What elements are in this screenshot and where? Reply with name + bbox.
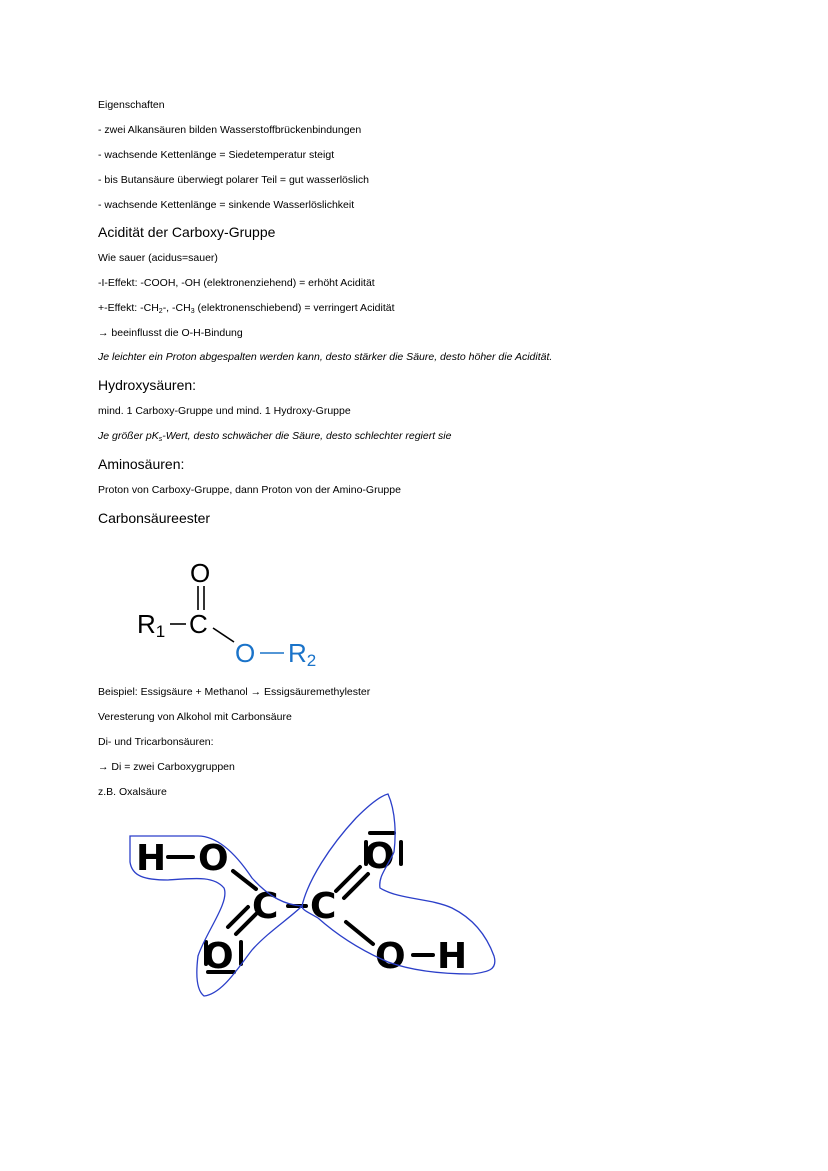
oxalic-o-top: O [364,836,395,877]
oxalic-h-left: H [136,838,167,879]
acidity-line-5: Je leichter ein Proton abgespalten werden kann, desto stärker die Säure, desto höher die Acidität. [98,351,553,363]
ester-line-2: Veresterung von Alkohol mit Carbonsäure [98,711,292,723]
oxalic-o-right: O [375,936,406,977]
ester-line-1: Beispiel: Essigsäure + Methanol → Essigsäuremethylester [98,686,371,698]
ester-line-3: Di- und Tricarbonsäuren: [98,736,214,748]
oxalic-acid-structure [130,794,495,996]
oxalic-o-bottom: O [203,936,234,977]
amino-heading: Aminosäuren: [98,456,185,472]
oxalic-h-right: H [437,936,468,977]
property-item-3: - bis Butansäure überwiegt polarer Teil = gut wasserlöslich [98,174,369,186]
hydroxy-line-2-post: -Wert, desto schwächer die Säure, desto schlechter regiert sie [162,430,452,442]
properties-title: Eigenschaften [98,99,165,111]
hydroxy-line-2-sub: s [158,436,163,443]
acidity-line-3-sub2: 3 [190,308,195,315]
acidity-line-4: → beeinflusst die O-H-Bindung [98,327,243,339]
ester-c: C [189,609,208,639]
property-item-1: - zwei Alkansäuren bilden Wasserstoffbrückenbindungen [98,124,362,136]
ester-o-top: O [190,558,211,588]
oxalic-c-left: C [252,886,279,927]
ester-r1-sub: 1 [155,622,166,641]
ester-heading: Carbonsäureester [98,510,211,526]
ester-o-ester: O [235,638,256,668]
property-item-4: - wachsende Kettenlänge = sinkende Wasserlöslichkeit [98,199,355,211]
property-item-2: - wachsende Kettenlänge = Siedetemperatur steigt [98,149,335,161]
acidity-line-1: Wie sauer (acidus=sauer) [98,252,218,264]
acidity-line-3-post: (elektronenschiebend) = verringert Acidität [194,302,395,314]
ester-line-4: → Di = zwei Carboxygruppen [98,761,235,773]
oxalic-c-right: C [310,886,337,927]
acidity-heading: Acidität der Carboxy-Gruppe [98,224,276,240]
amino-line-1: Proton von Carboxy-Gruppe, dann Proton von der Amino-Gruppe [98,484,401,496]
acidity-line-2: -I-Effekt: -COOH, -OH (elektronenziehend) = erhöht Acidität [98,277,375,289]
ester-bonds [170,586,284,653]
ester-line-5: z.B. Oxalsäure [98,786,167,798]
ester-r1 [137,609,165,641]
ester-r1-letter: R [137,609,156,639]
ester-r2 [288,638,316,670]
hydroxy-heading: Hydroxysäuren: [98,377,197,393]
acidity-line-3-sub1: 2 [158,308,163,315]
acidity-line-3-pre: +-Effekt: -CH [98,302,159,314]
ester-r2-letter: R [288,638,307,668]
oxalic-o-left: O [198,838,229,879]
acidity-line-3-mid: -, -CH [162,302,191,314]
hydroxy-line-2-pre: Je größer pK [98,430,159,442]
hydroxy-line-1: mind. 1 Carboxy-Gruppe und mind. 1 Hydroxy-Gruppe [98,405,351,417]
ester-r2-sub: 2 [306,651,317,670]
